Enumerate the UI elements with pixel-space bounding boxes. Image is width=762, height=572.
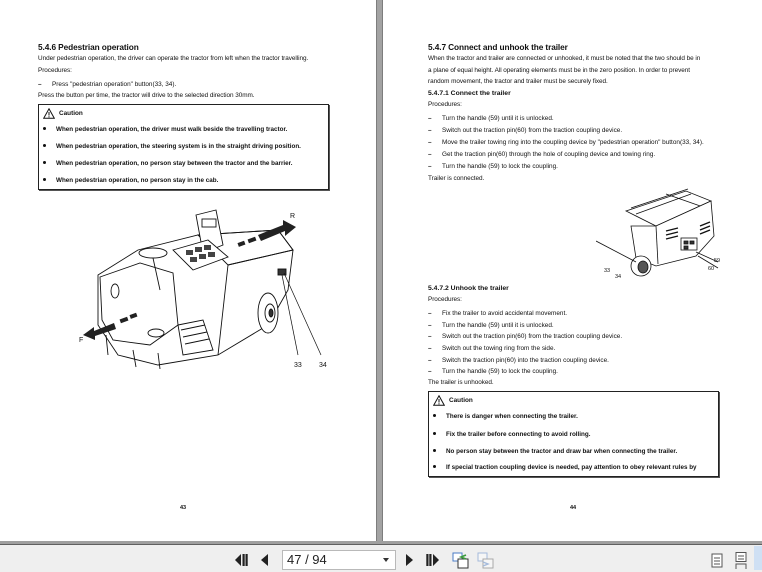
callout-34: 34 — [615, 274, 622, 280]
page-number-field[interactable]: 47 / 94 — [282, 550, 396, 570]
caution-box — [428, 391, 719, 477]
page-43: 5.4.6 Pedestrian operation Under pedestrian operation, the driver can operate the tractor from left when the tractor travelling. Procedures: – Press "pedestrian operation" button(33, 34). Press the button per time, the tractor will drive to the selected direction 30mm. Caution When pedestrian operation, the driver must walk beside the travelling tractor. When pedestrian operation, the steering system is in the straight driving position. When pedestrian operation, no person stay between the tractor and the barrier. When pedestrian operation, no person stay in the cab. R F 33 34 43 — [0, 0, 376, 541]
next-page-button[interactable] — [403, 552, 415, 568]
navigation-toolbar — [0, 541, 762, 572]
intro-line: When the tractor and trailer are connected or unhooked, it must be noted that the two should be in — [428, 55, 701, 62]
caution-item: When pedestrian operation, the steering system is in the straight driving position. — [43, 143, 301, 150]
procedures-label: Procedures: — [428, 101, 462, 108]
coupling-illustration — [596, 186, 726, 281]
caution-item: No person stay between the tractor and draw bar when connecting the trailer. — [433, 448, 677, 455]
page-number: 43 — [180, 505, 187, 511]
procedures-label: Procedures: — [428, 296, 462, 303]
page-gutter — [376, 0, 383, 541]
next-view-icon — [477, 552, 495, 569]
panel-edge — [754, 546, 762, 570]
caution-item: If special traction coupling device is needed, pay attention to obey relevant rules by — [433, 464, 697, 471]
section-title: 5.4.7 Connect and unhook the trailer — [428, 42, 568, 52]
single-page-view-button[interactable] — [710, 552, 724, 568]
dropdown-caret-icon[interactable] — [383, 558, 389, 562]
caution-item: When pedestrian operation, the driver must walk beside the travelling tractor. — [43, 126, 287, 133]
previous-page-button[interactable] — [259, 552, 271, 568]
caution-box — [38, 104, 329, 190]
procedures-label: Procedures: — [38, 67, 72, 74]
intro-line: random movement, the tractor and trailer must be securely fixed. — [428, 78, 608, 85]
subsection-title: 5.4.7.1 Connect the trailer — [428, 90, 511, 97]
callout-59: 59 — [714, 258, 721, 264]
caution-header: Caution — [43, 108, 83, 119]
callout-34: 34 — [319, 362, 327, 369]
previous-view-icon — [452, 552, 470, 569]
tractor-illustration — [78, 205, 338, 375]
first-page-button[interactable] — [233, 552, 249, 568]
page-number: 44 — [570, 505, 577, 511]
callout-60: 60 — [708, 266, 715, 272]
caution-header: Caution — [433, 395, 473, 406]
caution-item: When pedestrian operation, no person stay between the tractor and the barrier. — [43, 160, 293, 167]
caution-item: Fix the trailer before connecting to avoid rolling. — [433, 431, 591, 438]
next-page-icon — [405, 554, 413, 566]
single-page-view-icon — [711, 553, 723, 568]
label-r: R — [290, 213, 296, 220]
subsection-title: 5.4.7.2 Unhook the trailer — [428, 285, 509, 292]
warning-icon — [433, 395, 445, 406]
section-title: 5.4.6 Pedestrian operation — [38, 42, 139, 52]
caution-item: When pedestrian operation, no person stay in the cab. — [43, 177, 218, 184]
callout-33: 33 — [294, 362, 302, 369]
intro-line: a plane of equal height. All operating elements must be in the zero position. In order to prevent — [428, 67, 690, 74]
last-page-icon — [426, 554, 440, 566]
label-f: F — [79, 337, 84, 344]
continuous-view-icon — [735, 552, 747, 569]
page-44: 5.4.7 Connect and unhook the trailer When the tractor and trailer are connected or unhooked, it must be noted that the two should be in a plane of equal height. All operating elements must be in the zero position. In order to prevent random movement, the tractor and trailer must be securely fixed. 5.4.7.1 Connect the trailer Procedures: – Turn the handle (59) until it is unlocked. – Switch out the traction pin(60) from the traction coupling device. – Move the trailer towing ring into the coupling device by "pedestrian operation" button(33, 34). – Get the traction pin(60) through the hole of coupling device and towing ring. – Turn the handle (59) to lock the coupling. Trailer is connected. 33 34 59 60 5.4.7.2 Unhook the trailer Procedures: – Fix the trailer to avoid accidental movement. – Turn the handle (59) until it is unlocked. – Switch out the traction pin(60) from the traction coupling device. – Switch out the towing ring from the side. – Switch the traction pin(60) into the traction coupling device. – Turn the handle (59) to lock the coupling. The trailer is unhooked. Caution There is danger when connecting the trailer. Fix the trailer before connecting to avoid rolling. No person stay between the tractor and draw bar when connecting the trailer. If special traction coupling device is needed, pay attention to obey relevant rules by 44 — [383, 0, 762, 541]
intro-text: Under pedestrian operation, the driver can operate the tractor from left when the tractor travelling. — [38, 55, 309, 62]
caution-item: There is danger when connecting the trailer. — [433, 413, 578, 420]
warning-icon — [43, 108, 55, 119]
after-text: Press the button per time, the tractor will drive to the selected direction 30mm. — [38, 92, 255, 99]
first-page-icon — [234, 554, 248, 566]
next-view-button[interactable] — [476, 552, 496, 568]
continuous-view-button[interactable] — [734, 552, 748, 568]
previous-view-button[interactable] — [451, 552, 471, 568]
last-page-button[interactable] — [425, 552, 441, 568]
result-text: The trailer is unhooked. — [428, 379, 494, 386]
callout-33: 33 — [604, 268, 611, 274]
prev-page-icon — [261, 554, 269, 566]
result-text: Trailer is connected. — [428, 175, 485, 182]
